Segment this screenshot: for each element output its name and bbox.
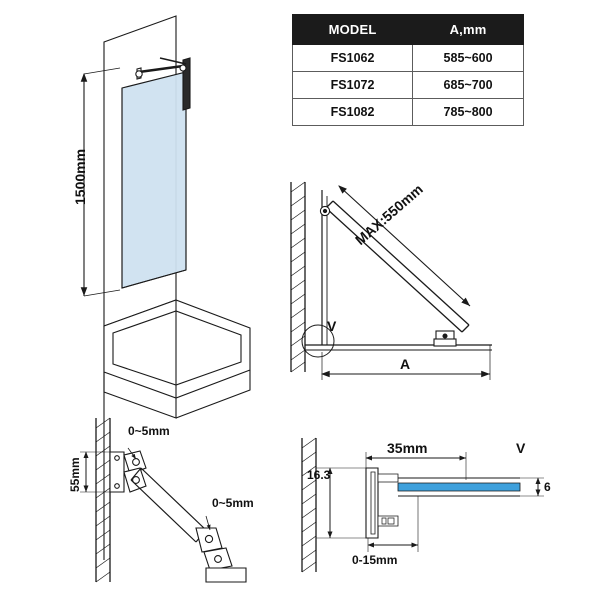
front-elevation-geometry: [84, 16, 250, 560]
cell-model: FS1062: [293, 45, 413, 72]
label-detail-marker-v-profile: V: [516, 440, 526, 456]
table-header-a: A,mm: [413, 15, 524, 45]
cell-a: 585~600: [413, 45, 524, 72]
label-glass-thickness: 6: [544, 480, 551, 494]
label-bracket-height: 55mm: [68, 457, 82, 492]
label-profile-height: 16.3: [307, 468, 331, 482]
table-row: [293, 99, 524, 126]
table-row: [293, 45, 524, 72]
cell-model: FS1072: [293, 72, 413, 99]
table-header-row: [293, 15, 524, 45]
label-gap-top: 0~5mm: [128, 424, 170, 438]
label-detail-marker-v-top: V: [327, 318, 337, 334]
label-adjustment-range: 0-15mm: [352, 553, 398, 567]
table-header-model: MODEL: [293, 15, 413, 45]
model-spec-table: [292, 14, 524, 126]
label-gap-bottom: 0~5mm: [212, 496, 254, 510]
label-profile-width: 35mm: [387, 440, 428, 456]
table-row: [293, 72, 524, 99]
cell-a: 785~800: [413, 99, 524, 126]
profile-section-geometry: [302, 438, 544, 572]
label-dimension-a: A: [400, 356, 411, 372]
label-max-length: MAX:550mm: [352, 180, 426, 249]
cell-a: 685~700: [413, 72, 524, 99]
label-front-height: 1500mm: [72, 148, 88, 205]
cell-model: FS1082: [293, 99, 413, 126]
